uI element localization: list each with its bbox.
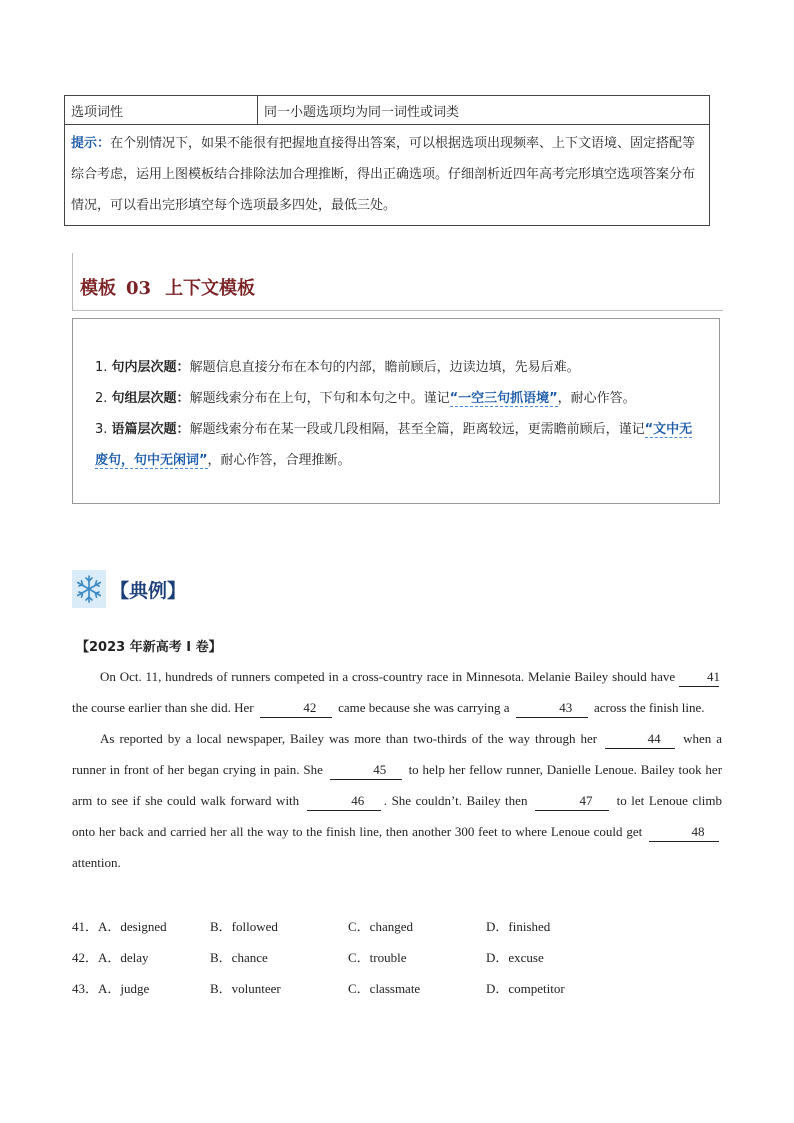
rule-item — [95, 352, 705, 383]
blank-41: 41 — [679, 668, 719, 687]
section-heading — [72, 253, 723, 311]
answer-options — [72, 911, 672, 1004]
paragraph: As reported by a local newspaper, Bailey was more than two-thirds of the way through her 44 when a runner in front of her began crying in pain. She 45 to help her fellow runner, Danielle Lenoue. Bailey took her arm to see if she could walk forward with 46 . She couldn’t. Bailey then 47 to let Lenoue climb onto her back and carried her all the way to the finish line, then another 300 feet to where Lenoue could get 48 attention. — [72, 731, 723, 870]
rule-text: 解题信息直接分布在本句的内部，瞻前顾后，边读边填，先易后难。 — [189, 360, 580, 375]
info-table — [64, 95, 710, 226]
rules-box — [72, 318, 720, 504]
blank-44: 44 — [605, 730, 675, 749]
option-c: C．changed — [348, 919, 413, 934]
option-d: D．finished — [486, 919, 551, 934]
option-a: 42．A．delay — [72, 950, 149, 965]
blank-43: 43 — [516, 699, 588, 718]
option-row — [72, 942, 672, 973]
rule-number: 1. — [95, 360, 108, 375]
table-row — [65, 125, 710, 226]
table-row — [65, 96, 710, 125]
row-label: 选项词性 — [65, 96, 258, 125]
example-title: 【典例】 — [110, 579, 187, 602]
option-c: C．trouble — [348, 950, 407, 965]
option-c: C．classmate — [348, 981, 421, 996]
rule-text: 解题线索分布在上句，下句和本句之中。谨记 — [189, 391, 450, 406]
paragraph: On Oct. 11, hundreds of runners competed in a cross-country race in Minnesota. Melanie Bailey should have 41 the course earlier than she did. Her 42 came because she was carrying a 43 across the finish line. — [72, 661, 722, 723]
rule-item — [95, 414, 705, 476]
blank-45: 45 — [330, 761, 402, 780]
rule-heading: 句组层次题： — [111, 391, 190, 406]
option-b: B．followed — [210, 919, 278, 934]
blank-42: 42 — [260, 699, 332, 718]
rule-highlight: “一空三句抓语境” — [449, 391, 558, 406]
row-value: 同一小题选项均为同一词性或词类 — [258, 96, 710, 125]
section-number: 03 — [126, 278, 152, 299]
rule-number: 2. — [95, 391, 108, 406]
option-row — [72, 911, 672, 942]
section-title: 上下文模板 — [165, 278, 256, 299]
blank-48: 48 — [649, 823, 719, 842]
rule-text-after: ，耐心作答。 — [557, 391, 636, 406]
option-a: 43．A．judge — [72, 981, 150, 996]
blank-47: 47 — [535, 792, 609, 811]
exam-source: 【2023 年新高考 I 卷】 — [76, 640, 222, 655]
rule-item — [95, 383, 705, 414]
rule-number: 3. — [95, 422, 108, 437]
option-row — [72, 973, 672, 1004]
option-a: 41．A．designed — [72, 919, 167, 934]
snowflake-icon — [72, 570, 106, 608]
rule-heading: 语篇层次题： — [111, 422, 190, 437]
cloze-passage — [72, 661, 722, 878]
rule-text-after: ，耐心作答，合理推断。 — [207, 453, 351, 468]
tip-text: 在个别情况下，如果不能很有把握地直接得出答案，可以根据选项出现频率、上下文语境、固定搭配等综合考虑，运用上图模板结合排除法加合理推断，得出正确选项。仔细剖析近四年高考完形填空选项答案分布情况，可以看出完形填空每个选项最多四处，最低三处。 — [71, 136, 696, 213]
rule-highlight: “文中无废句，句中无闲词” — [95, 422, 693, 468]
tip-label: 提示： — [71, 136, 111, 151]
section-label: 模板 — [80, 278, 116, 299]
option-d: D．excuse — [486, 950, 544, 965]
rule-text: 解题线索分布在某一段或几段相隔，甚至全篇，距离较远，更需瞻前顾后，谨记 — [189, 422, 645, 437]
option-b: B．volunteer — [210, 981, 281, 996]
tip-cell — [65, 125, 710, 226]
example-heading — [72, 569, 186, 609]
blank-46: 46 — [307, 792, 381, 811]
rule-heading: 句内层次题： — [111, 360, 190, 375]
option-d: D．competitor — [486, 981, 565, 996]
option-b: B．chance — [210, 950, 268, 965]
